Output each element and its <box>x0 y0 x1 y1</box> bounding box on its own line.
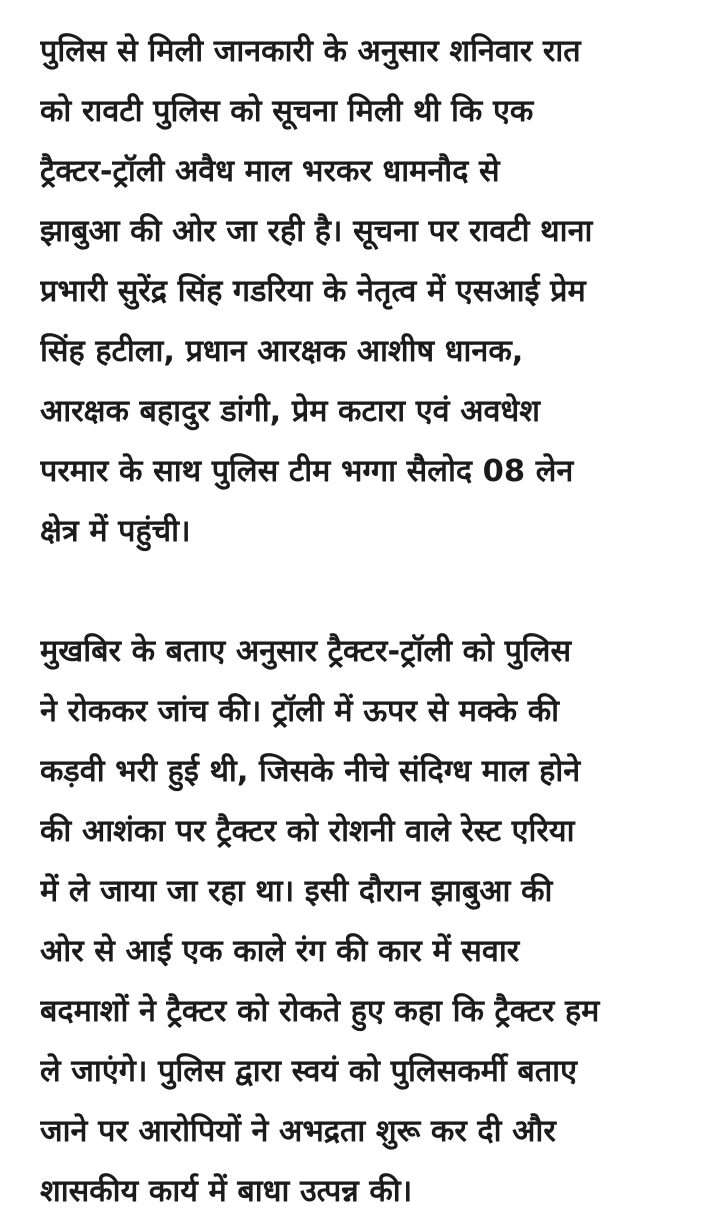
text-line: को रावटी पुलिस को सूचना मिली थी कि एक <box>40 94 534 129</box>
article-body <box>40 22 695 1222</box>
text-line: शासकीय कार्य में बाधा उत्पन्न की। <box>40 1174 413 1209</box>
text-line: प्रभारी सुरेंद्र सिंह गडरिया के नेतृत्व में एसआई प्रेम <box>40 274 586 309</box>
text-line: ले जाएंगे। पुलिस द्वारा स्वयं को पुलिसकर्मी बताए <box>40 1054 577 1089</box>
paragraph-1 <box>40 22 695 562</box>
text-line: क्षेत्र में पहुंची। <box>40 514 191 549</box>
text-line: कड़वी भरी हुई थी, जिसके नीचे संदिग्ध माल होने <box>40 754 581 789</box>
text-line: ओर से आई एक काले रंग की कार में सवार <box>40 934 520 969</box>
text-line: झाबुआ की ओर जा रही है। सूचना पर रावटी थाना <box>40 214 593 249</box>
text-line: में ले जाया जा रहा था। इसी दौरान झाबुआ की <box>40 874 553 909</box>
text-line: की आशंका पर ट्रैक्टर को रोशनी वाले रेस्ट एरिया <box>40 814 575 849</box>
text-line: जाने पर आरोपियों ने अभद्रता शुरू कर दी और <box>40 1114 556 1149</box>
text-line: सिंह हटीला, प्रधान आरक्षक आशीष धानक, <box>40 334 524 369</box>
text-line: पुलिस से मिली जानकारी के अनुसार शनिवार रात <box>40 34 581 69</box>
paragraph-2 <box>40 622 695 1222</box>
text-line: ने रोककर जांच की। ट्रॉली में ऊपर से मक्के की <box>40 694 560 729</box>
text-line: परमार के साथ पुलिस टीम भग्गा सैलोद 08 लेन <box>40 454 574 489</box>
text-line: बदमाशों ने ट्रैक्टर को रोकते हुए कहा कि ट्रैक्टर हम <box>40 994 600 1029</box>
text-line: आरक्षक बहादुर डांगी, प्रेम कटारा एवं अवधेश <box>40 394 540 429</box>
text-line: ट्रैक्टर-ट्रॉली अवैध माल भरकर धामनौद से <box>40 154 500 189</box>
paragraph-spacer <box>40 562 695 622</box>
text-line: मुखबिर के बताए अनुसार ट्रैक्टर-ट्रॉली को पुलिस <box>40 634 572 669</box>
